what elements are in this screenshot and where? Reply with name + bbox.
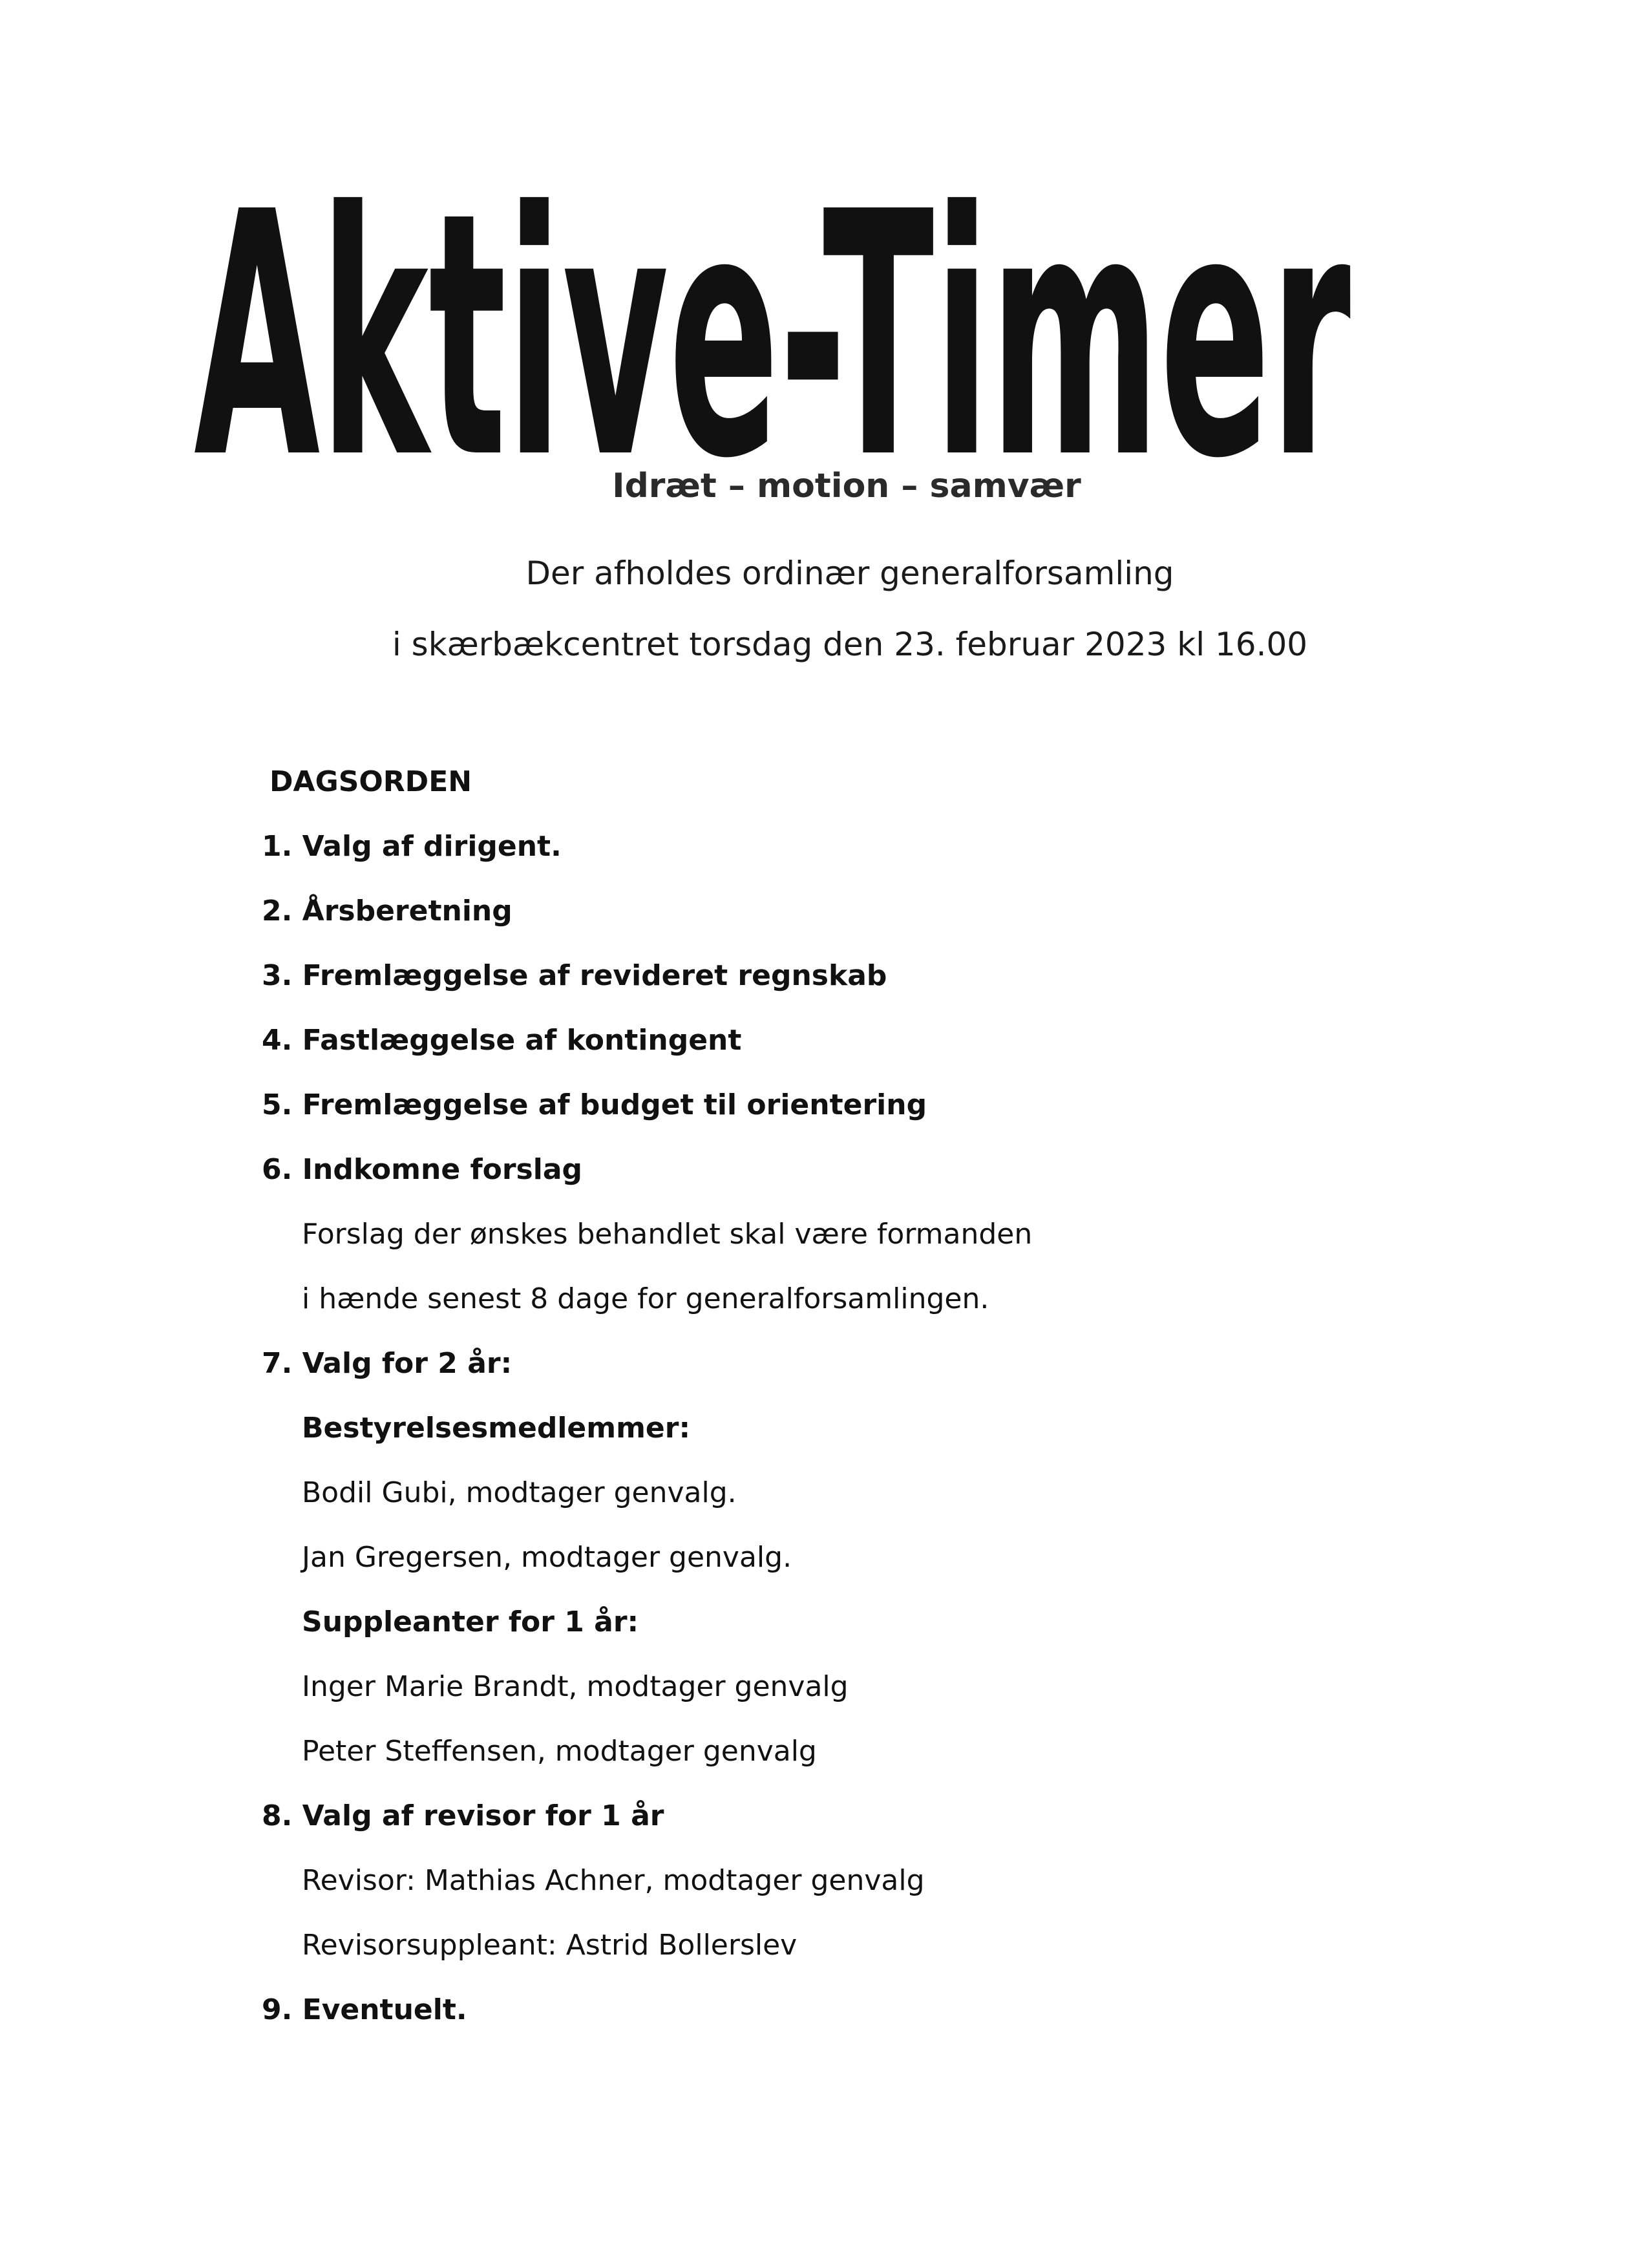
board-heading: Bestyrelsesmedlemmer:	[302, 1412, 691, 1445]
auditor-line: Revisor: Mathias Achner, modtager genvalg	[302, 1864, 925, 1897]
agenda-item-1: 1. Valg af dirigent.	[262, 830, 562, 863]
board-member-1: Bodil Gubi, modtager genvalg.	[302, 1476, 737, 1509]
agenda-item-6: 6. Indkomne forslag	[262, 1153, 583, 1186]
substitute-1: Inger Marie Brandt, modtager genvalg	[302, 1670, 849, 1703]
auditor-substitute-line: Revisorsuppleant: Astrid Bollerslev	[302, 1929, 798, 1962]
agenda-item-3: 3. Fremlæggelse af revideret regnskab	[262, 959, 887, 992]
substitute-2: Peter Steffensen, modtager genvalg	[302, 1735, 817, 1768]
aktive-timer-logo	[194, 116, 1357, 504]
board-member-2: Jan Gregersen, modtager genvalg.	[302, 1541, 792, 1574]
agenda-item-9: 9. Eventuelt.	[262, 1993, 467, 2026]
agenda-item-2: 2. Årsberetning	[262, 895, 512, 927]
intro-line-1: Der afholdes ordinær generalforsamling	[525, 555, 1174, 592]
intro-line-2: i skærbækcentret torsdag den 23. februar 2023 kl 16.00	[392, 626, 1308, 663]
proposals-note-line-2: i hænde senest 8 dage for generalforsamlingen.	[302, 1282, 989, 1315]
logo-wordmark	[194, 116, 1357, 504]
tagline: Idræt – motion – samvær	[612, 467, 1081, 505]
agenda-item-4: 4. Fastlæggelse af kontingent	[262, 1024, 742, 1057]
agenda	[262, 763, 1490, 2055]
agenda-item-8: 8. Valg af revisor for 1 år	[262, 1799, 664, 1832]
agenda-title: DAGSORDEN	[269, 765, 472, 798]
agenda-item-5: 5. Fremlæggelse af budget til orientering	[262, 1088, 927, 1121]
logo-text: Aktive-Timer	[194, 140, 1352, 504]
agenda-item-7: 7. Valg for 2 år:	[262, 1347, 512, 1380]
proposals-note-line-1: Forslag der ønskes behandlet skal være formanden	[302, 1218, 1033, 1251]
substitutes-heading: Suppleanter for 1 år:	[302, 1606, 639, 1638]
